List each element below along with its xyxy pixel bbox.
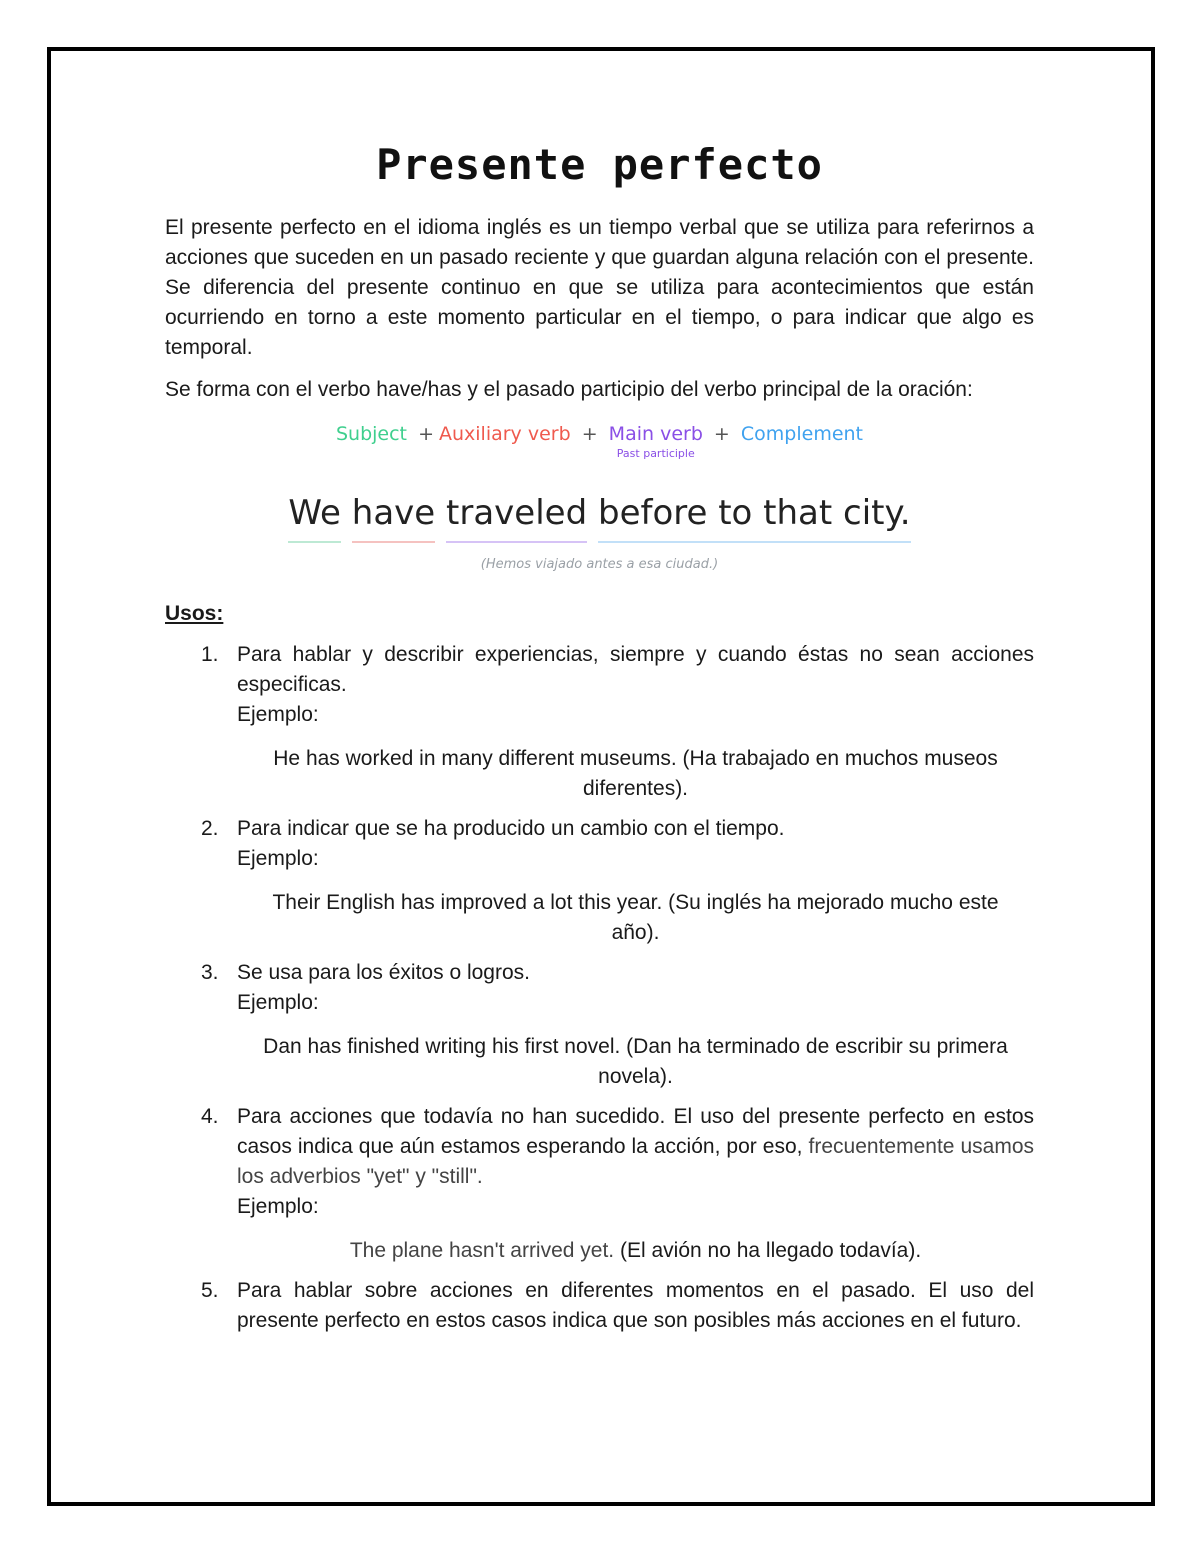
list-number: 3. — [201, 961, 219, 984]
use-example-english: The plane hasn't arrived yet. — [349, 1239, 615, 1262]
use-text: Para hablar y describir experiencias, siempre y cuando éstas no sean acciones especificas. — [237, 643, 1034, 696]
list-item — [165, 814, 1034, 948]
formation-paragraph: Se forma con el verbo have/has y el pasado participio del verbo principal de la oración: — [165, 378, 973, 401]
example-auxiliary: have — [352, 493, 435, 543]
use-example-spanish: (El avión no ha llegado todavía). — [619, 1239, 922, 1262]
example-subject: We — [288, 493, 341, 543]
formula-past-participle-note: Past participle — [616, 447, 695, 460]
list-number: 5. — [201, 1279, 219, 1302]
document-content — [165, 140, 1034, 1346]
use-text-main: Para acciones que todavía no han sucedido. El uso del presente perfecto en estos casos indica que aún estamos esperando la acción, por eso, — [237, 1105, 1034, 1158]
formula-plus: + — [581, 423, 598, 445]
list-number: 4. — [201, 1105, 219, 1128]
use-example: Their English has improved a lot this year. (Su inglés ha mejorado mucho este año). — [272, 891, 999, 944]
formula-complement: Complement — [740, 423, 864, 445]
example-label: Ejemplo: — [237, 991, 319, 1014]
list-item — [165, 640, 1034, 804]
use-text — [237, 1102, 1034, 1192]
formula-subject: Subject — [335, 423, 408, 445]
intro-paragraph: El presente perfecto en el idioma inglés es un tiempo verbal que se utiliza para referirnos a acciones que suceden en un pasado reciente y que guardan alguna relación con el presente. Se diferencia del presente continuo en que se utiliza para acontecimientos que están ocurriendo en torno a este momento particular en el tiempo, o para indicar que algo es temporal. — [165, 216, 1034, 359]
formula-plus: + — [713, 423, 730, 445]
example-label: Ejemplo: — [237, 1195, 319, 1218]
use-example: Dan has finished writing his first novel. (Dan ha terminado de escribir su primera novela). — [263, 1035, 1008, 1088]
page-title: Presente perfecto — [376, 140, 823, 189]
use-text: Se usa para los éxitos o logros. — [237, 961, 530, 984]
structure-formula — [165, 423, 1034, 473]
use-text: Para hablar sobre acciones en diferentes momentos en el pasado. El uso del presente perfecto en estos casos indica que son posibles más acciones en el futuro. — [237, 1279, 1034, 1332]
list-item — [165, 1102, 1034, 1266]
list-item — [165, 958, 1034, 1092]
example-translation: (Hemos viajado antes a esa ciudad.) — [480, 557, 719, 572]
use-text: Para indicar que se ha producido un cambio con el tiempo. — [237, 817, 785, 840]
use-example — [237, 1236, 1034, 1266]
formula-main-verb-wrap — [608, 423, 703, 460]
formula-auxiliary: Auxiliary verb — [438, 423, 571, 445]
uses-list — [165, 640, 1034, 1336]
usos-heading: Usos: — [165, 602, 224, 625]
example-sentence — [165, 493, 1034, 543]
example-label: Ejemplo: — [237, 847, 319, 870]
use-example: He has worked in many different museums. (Ha trabajado en muchos museos diferentes). — [273, 747, 998, 800]
example-label: Ejemplo: — [237, 703, 319, 726]
formula-main-verb: Main verb — [608, 423, 703, 445]
list-number: 2. — [201, 817, 219, 840]
formula-plus: + — [418, 423, 434, 445]
list-number: 1. — [201, 643, 219, 666]
list-item — [165, 1276, 1034, 1336]
example-complement: before to that city. — [598, 493, 911, 543]
example-main-verb: traveled — [446, 493, 587, 543]
use-text-adverbs: frecuentemente usamos los adverbios "yet" y "still". — [237, 1135, 1035, 1188]
